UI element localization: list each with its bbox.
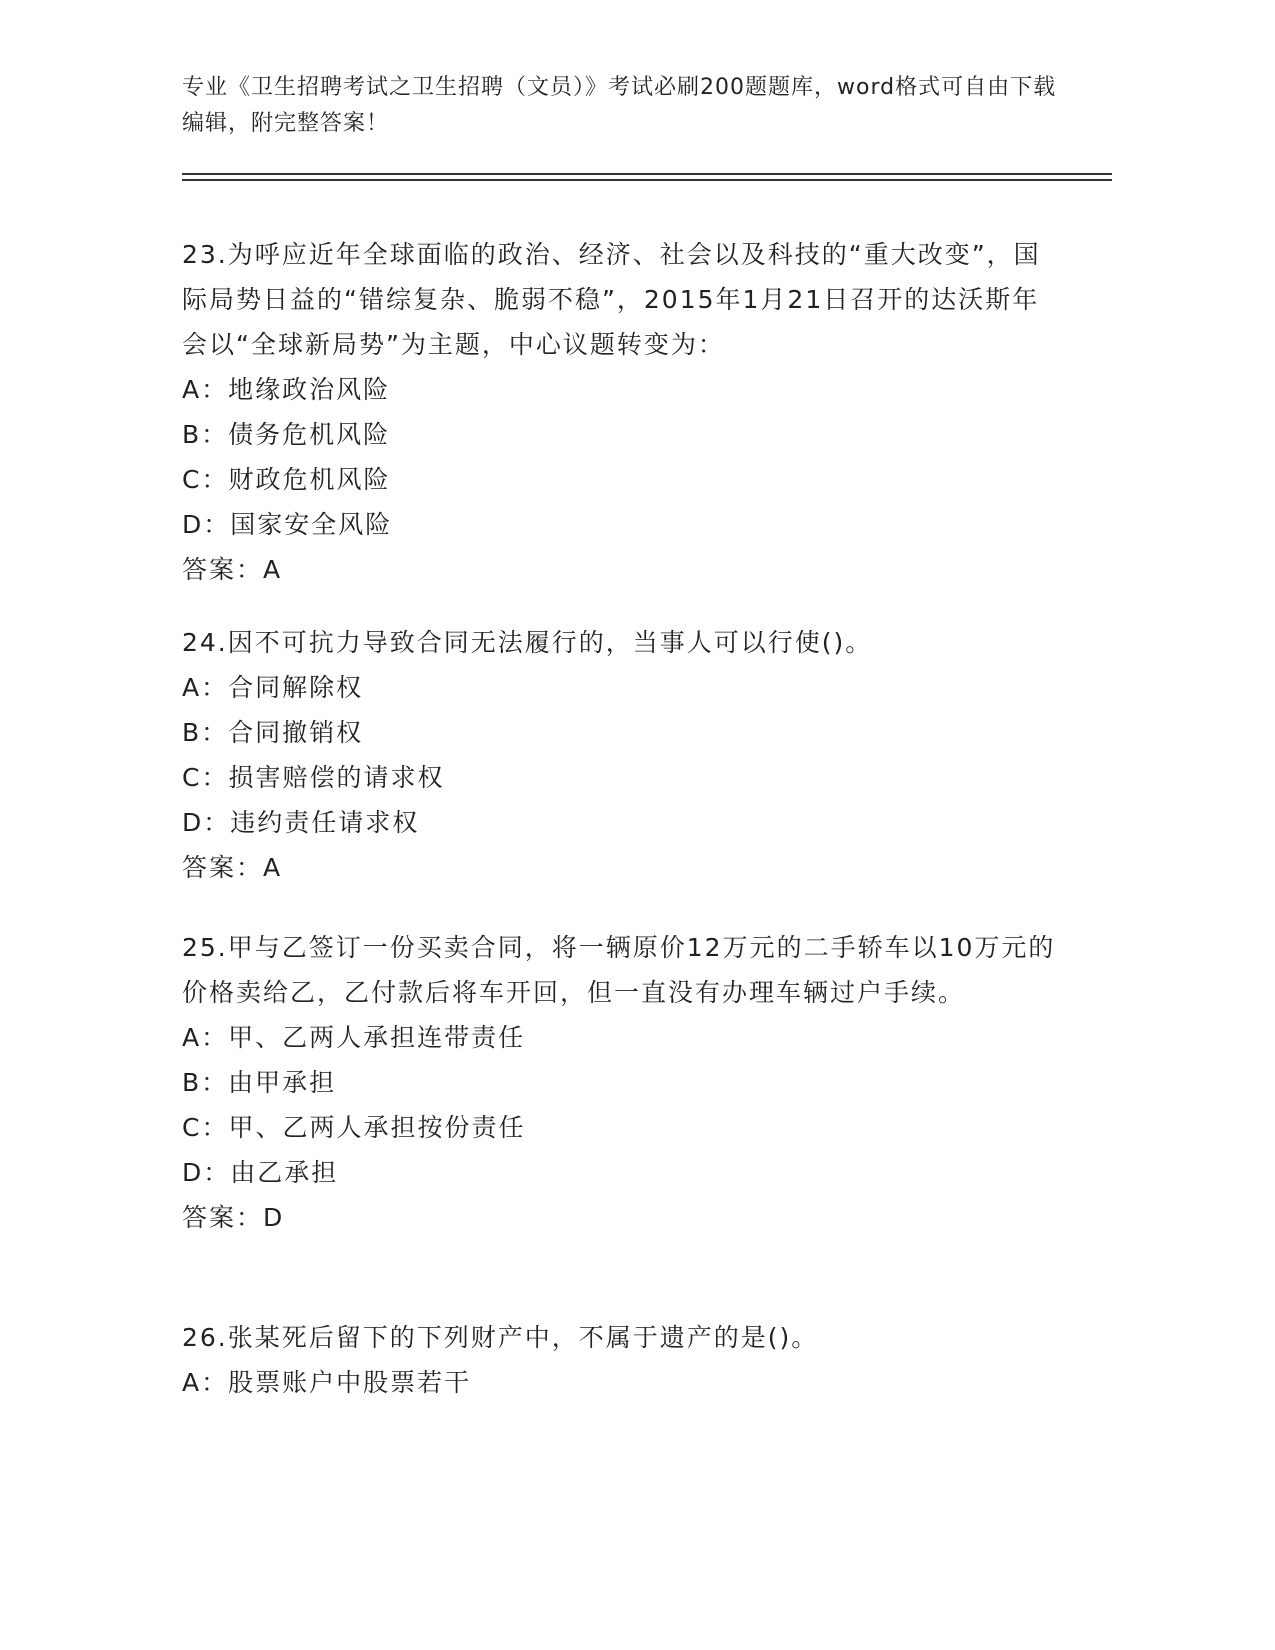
- option-c: C：甲、乙两人承担按份责任: [182, 1113, 526, 1142]
- option-a: A：地缘政治风险: [182, 375, 391, 404]
- answer-line: 答案：D: [182, 1203, 285, 1232]
- header-divider-bottom: [182, 179, 1112, 181]
- option-b: B：债务危机风险: [182, 420, 391, 449]
- question-24: [182, 620, 1062, 891]
- option-a: A：股票账户中股票若干: [182, 1368, 472, 1397]
- answer-line: 答案：A: [182, 555, 283, 584]
- question-25: [182, 925, 1062, 1241]
- option-a: A：合同解除权: [182, 673, 364, 702]
- answer-line: 答案：A: [182, 853, 283, 882]
- document-header: 专业《卫生招聘考试之卫生招聘（文员）》考试必刷200题题库，word格式可自由下载编辑，附完整答案！: [182, 75, 1057, 136]
- question-23: [182, 232, 1062, 593]
- question-stem: 24.因不可抗力导致合同无法履行的，当事人可以行使()。: [182, 628, 873, 657]
- question-stem: 25.甲与乙签订一份买卖合同，将一辆原价12万元的二手轿车以10万元的价格卖给乙，乙付款后将车开回，但一直没有办理车辆过户手续。: [182, 933, 1056, 1007]
- option-d: D：由乙承担: [182, 1158, 339, 1187]
- option-d: D：违约责任请求权: [182, 808, 420, 837]
- option-a: A：甲、乙两人承担连带责任: [182, 1023, 526, 1052]
- question-stem: 23.为呼应近年全球面临的政治、经济、社会以及科技的“重大改变”，国际局势日益的“错综复杂、脆弱不稳”，2015年1月21日召开的达沃斯年会以“全球新局势”为主题，中心议题转变为：: [182, 240, 1041, 359]
- option-c: C：损害赔偿的请求权: [182, 763, 445, 792]
- option-b: B：合同撤销权: [182, 718, 364, 747]
- option-d: D：国家安全风险: [182, 510, 393, 539]
- question-stem: 26.张某死后留下的下列财产中，不属于遗产的是()。: [182, 1323, 819, 1352]
- question-26: [182, 1315, 1062, 1405]
- header-divider-top: [182, 173, 1112, 175]
- option-b: B：由甲承担: [182, 1068, 337, 1097]
- option-c: C：财政危机风险: [182, 465, 391, 494]
